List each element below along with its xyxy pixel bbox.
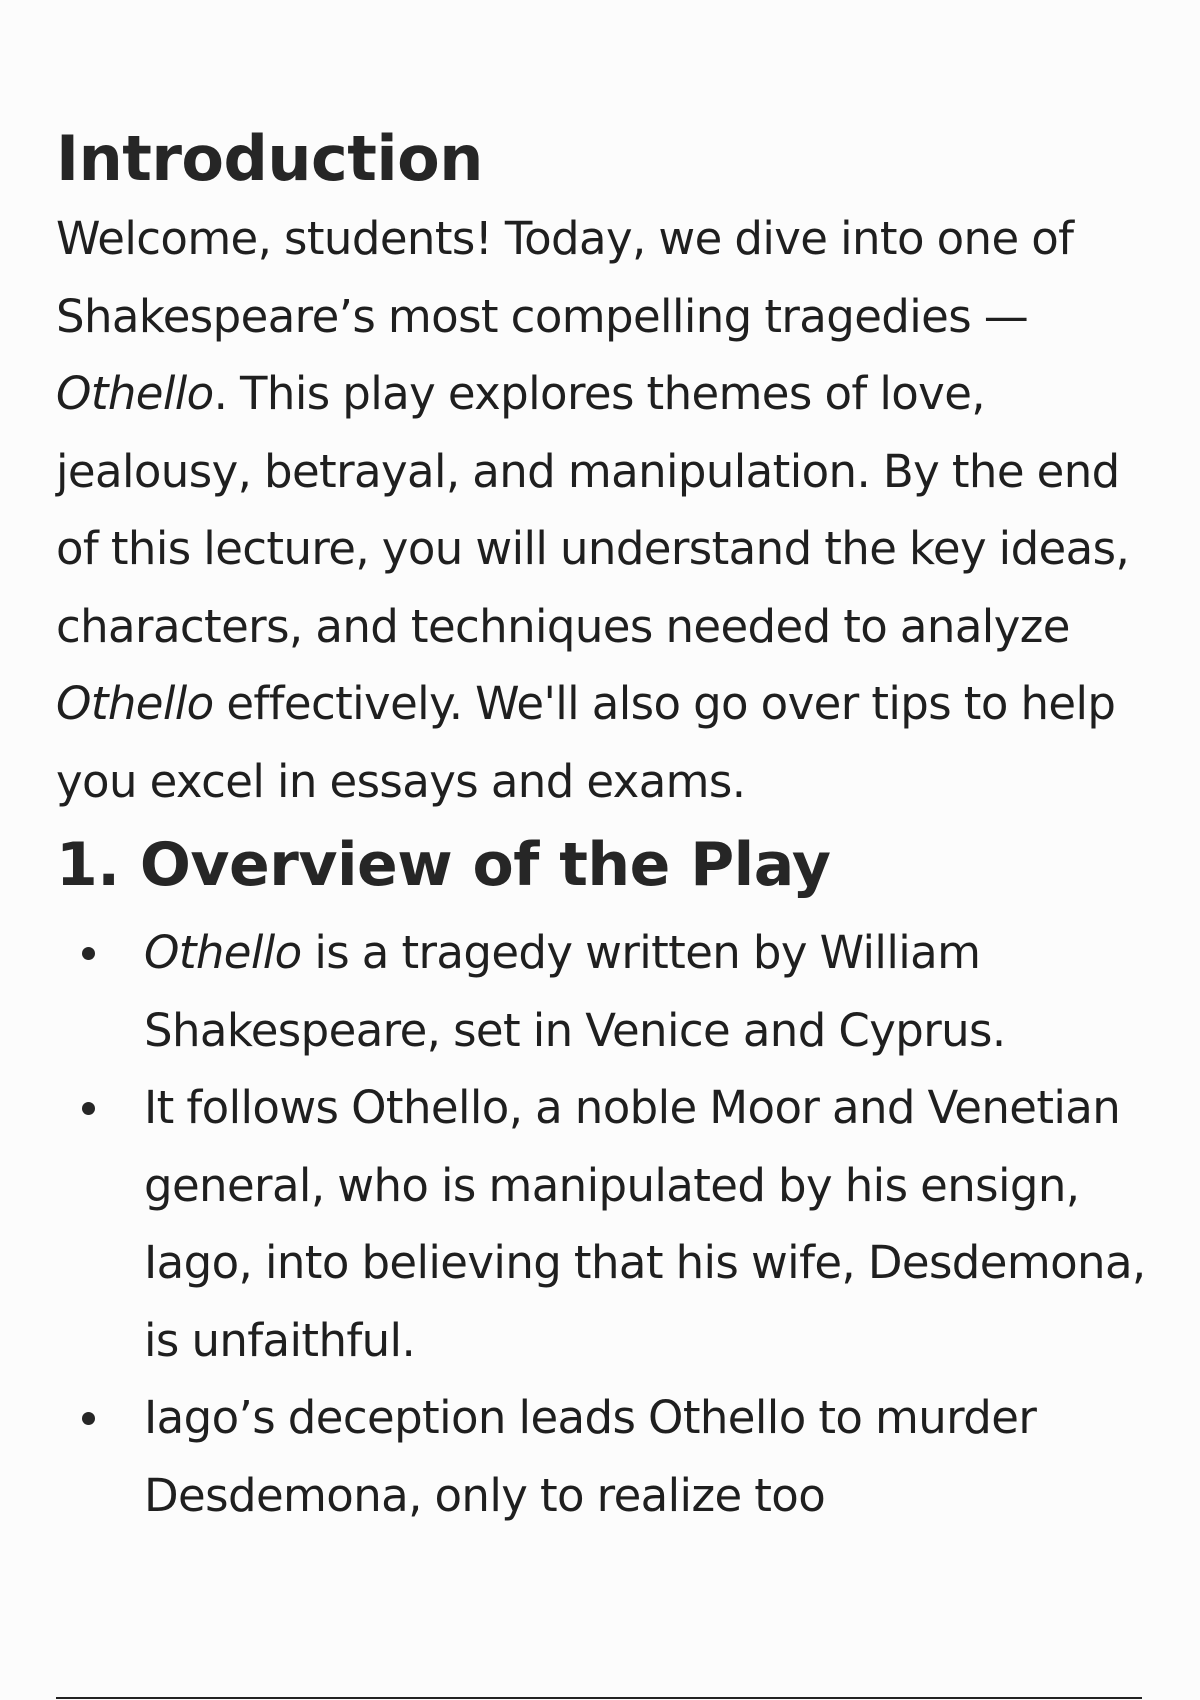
bullet-marker <box>82 947 95 960</box>
bullet-text: Iago’s deception leads Othello to murder Desdemona, only to realize too <box>144 1391 1037 1522</box>
lecture-page <box>56 120 1146 1534</box>
intro-text-part-2: . This play explores themes of love, jealousy, betrayal, and manipulation. By the end of this lecture, you will understand the key ideas, characters, and techniques needed to analyze <box>56 367 1130 653</box>
intro-text-part-3: effectively. We'll also go over tips to help you excel in essays and exams. <box>56 677 1116 808</box>
bullet-item <box>56 1379 1146 1534</box>
overview-heading: 1. Overview of the Play <box>56 830 831 900</box>
bullet-item <box>56 914 1146 1069</box>
bullet-text: It follows Othello, a noble Moor and Venetian general, who is manipulated by his ensign, Iago, into believing that his wife, Desdemona, is unfaithful. <box>144 1081 1146 1367</box>
introduction-heading: Introduction <box>56 122 483 195</box>
bullet-text: is a tragedy written by William Shakespeare, set in Venice and Cyprus. <box>144 926 1006 1057</box>
intro-text-part-1: Welcome, students! Today, we dive into one of Shakespeare’s most compelling tragedies — <box>56 212 1074 343</box>
bullet-marker <box>82 1102 95 1115</box>
bottom-divider <box>56 1697 1142 1699</box>
bullet-item <box>56 1069 1146 1379</box>
bullet-marker <box>82 1412 95 1425</box>
introduction-paragraph <box>56 200 1146 820</box>
play-title-emphasis: Othello <box>56 677 214 730</box>
play-title-emphasis: Othello <box>144 926 302 979</box>
overview-bullet-list <box>56 914 1146 1534</box>
play-title-emphasis: Othello <box>56 367 214 420</box>
